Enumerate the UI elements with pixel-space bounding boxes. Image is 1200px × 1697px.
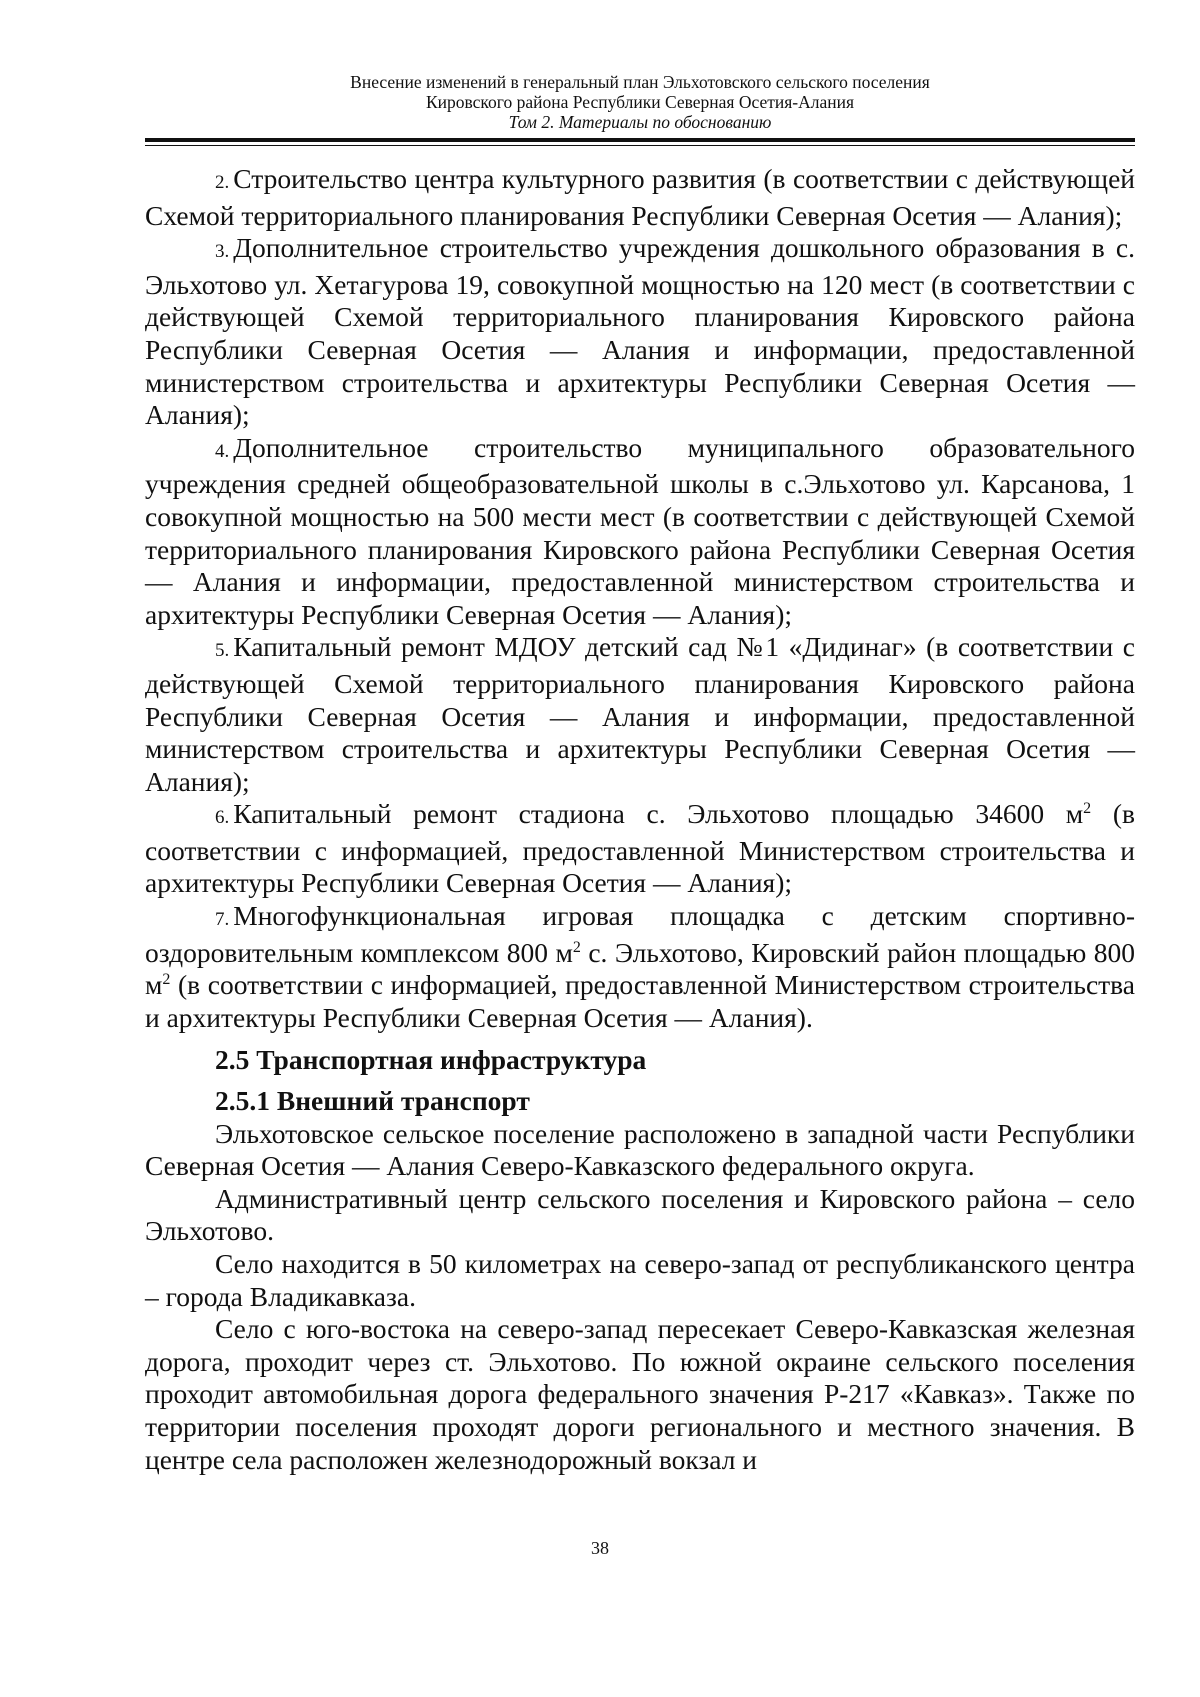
header-rule-thick [145, 138, 1135, 142]
header-line-1: Внесение изменений в генеральный план Эльхотовского сельского поселения [350, 72, 930, 92]
page-number: 38 [591, 1538, 609, 1558]
list-item: 7. Многофункциональная игровая площадка с детским спортивно-оздоровительным комплексом 800 $м^2$ с. Эльхотово, Кировский район площадью 800 $м^2$ (в соответствии с информацией, предоставленной Министерством строительства и архитектуры Республики Северная Осетия — Алания). [145, 900, 1135, 1033]
body-paragraph: Административный центр сельского поселения и Кировского района – село Эльхотово. [145, 1182, 1135, 1247]
list-item: 3. Дополнительное строительство учреждения дошкольного образования в с. Эльхотово ул. Хетагурова 19, совокупной мощностью на 120 мест (в соответствии с действующей Схемой территориального планирования Кировского района Республики Северная Осетия — Алания и информации, предоставленной министерством строительства и архитектуры Республики Северная Осетия — Алания); [145, 232, 1135, 431]
header-volume: Том 2. Материалы по обоснованию [508, 112, 772, 132]
body-paragraph: Село находится в 50 километрах на северо-запад от республиканского центра – города Владикавказа. [145, 1248, 1135, 1312]
document-body [145, 163, 1135, 1476]
list-item: 4. Дополнительное строительство муниципального образовательного учреждения средней общеобразовательной школы в с.Эльхотово ул. Карсанова, 1 совокупной мощностью на 500 мести мест (в соответствии с действующей Схемой территориального планирования Кировского района Республики Северная Осетия — Алания и информации, предоставленной министерством строительства и архитектуры Республики Северная Осетия — Алания); [145, 431, 1135, 630]
list-item: 2. Строительство центра культурного развития (в соответствии с действующей Схемой территориального планирования Республики Северная Осетия — Алания); [145, 163, 1135, 231]
list-item: 5. Капитальный ремонт МДОУ детский сад №1 «Дидинаг» (в соответствии с действующей Схемой территориального планирования Кировского района Республики Северная Осетия — Алания и информации, предоставленной министерством строительства и архитектуры Республики Северная Осетия — Алания); [145, 631, 1135, 797]
document-header [145, 72, 1135, 132]
section-heading: 2.5 Транспортная инфраструктура [215, 1044, 647, 1076]
body-paragraph: Эльхотовское сельское поселение расположено в западной части Республики Северная Осетия — Алания Северо-Кавказского федерального округа. [145, 1117, 1135, 1182]
header-line-2: Кировского района Республики Северная Осетия-Алания [425, 92, 855, 112]
body-paragraph: Село с юго-востока на северо-запад пересекает Северо-Кавказская железная дорога, проходит через ст. Эльхотово. По южной окраине сельского поселения проходит автомобильная дорога федерального значения Р-217 «Кавказ». Также по территории поселения проходят дороги регионального и местного значения. В центре села расположен железнодорожный вокзал и [145, 1313, 1135, 1475]
subsection-heading: 2.5.1 Внешний транспорт [215, 1085, 530, 1117]
header-rule-thin [145, 145, 1135, 146]
list-item: 6. Капитальный ремонт стадиона с. Эльхотово площадью 34600 $м^2$ (в соответствии с информацией, предоставленной Министерством строительства и архитектуры Республики Северная Осетия — Алания); [145, 798, 1135, 899]
